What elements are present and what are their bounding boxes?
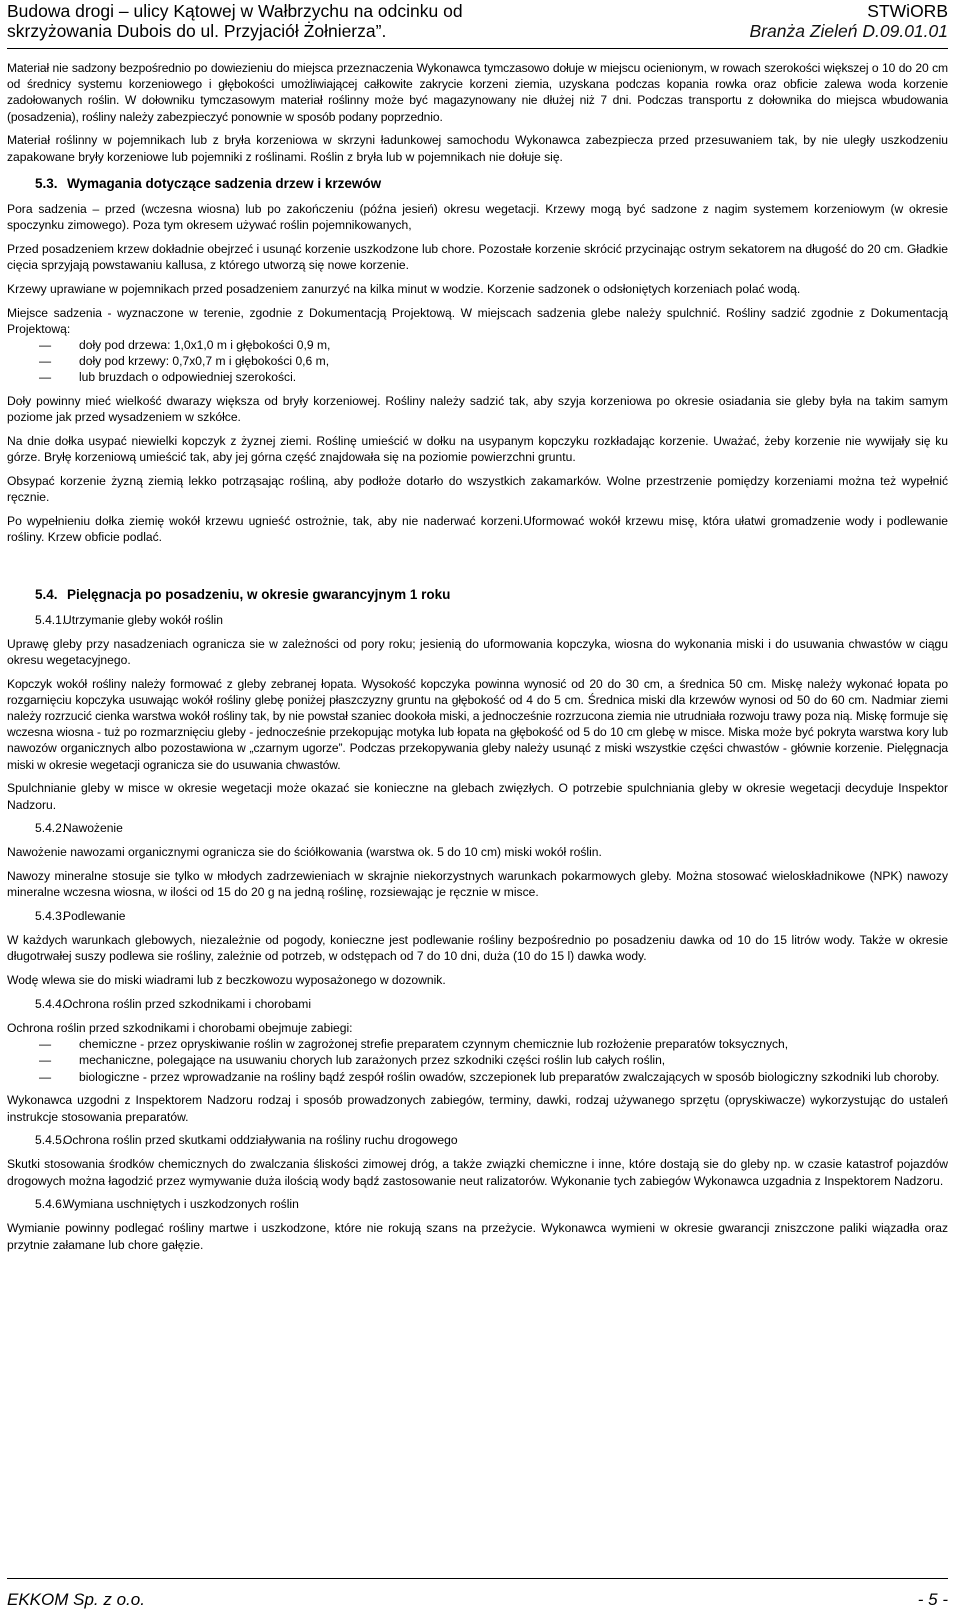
paragraph: Po wypełnieniu dołka ziemię wokół krzewu ugnieść ostrożnie, tak, aby nie naderwać korzeni.Uformować wokół krzewu misę, która ułatwi gromadzenie wody i podlewanie rośliny. Krzew obficie podlać. [7, 514, 948, 545]
dash-list [7, 1036, 948, 1085]
paragraph: Nawożenie nawozami organicznymi ogranicza sie do ściółkowania (warstwa ok. 5 do 10 cm) miski wokół roślin. [7, 845, 602, 860]
paragraph: Wykonawca uzgodni z Inspektorem Nadzoru rodzaj i sposób prowadzonych zabiegów, terminy, dawki, rodzaj używanego sprzętu (opryskiwacze) wykorzystując do ustaleń instrukcje stosowania preparatów. [7, 1093, 948, 1124]
header-branza: Branża Zieleń D.09.01.01 [749, 21, 948, 41]
subsection-heading [35, 908, 948, 924]
subsection-number: 5.4.2. [35, 821, 66, 836]
section-title: Pielęgnacja po posadzeniu, w okresie gwarancyjnym 1 roku [67, 586, 451, 602]
paragraph: Pora sadzenia – przed (wczesna wiosna) lub po zakończeniu (późna jesień) okresu wegetacji. Krzewy mogą być sadzone z nagim systemem korzeniowym (w okresie spoczynku zimowego). Poza tym okresem używać roślin pojemnikowanych, [7, 201, 948, 233]
subsection-number: 5.4.4. [35, 997, 66, 1012]
subsection-number: 5.4.1. [35, 612, 66, 627]
paragraph: Spulchnianie gleby w misce w okresie wegetacji może okazać sie konieczne na glebach zwięzłych. O potrzebie spulchniania gleby w okresie wegetacji decyduje Inspektor Nadzoru. [7, 781, 948, 812]
paragraph: Materiał roślinny w pojemnikach lub z bryła korzeniowa w skrzyni ładunkowej samochodu Wykonawca zabezpiecza przed przesuwaniem tak, by nie uległy uszkodzeniu zapakowane bryły korzeniowe lub pojemniki z roślinami. Roślin z bryła lub w pojemnikach nie dołuje się. [7, 133, 948, 164]
subsection-heading [35, 820, 948, 836]
document-body [7, 60, 948, 1260]
subsection-heading [35, 1132, 948, 1148]
subsection-number: 5.4.3. [35, 909, 66, 924]
paragraph: Uprawę gleby przy nasadzeniach ogranicza sie w zależności od pory roku; jesienią do uformowania kopczyka, wiosna do wykonania miski i do usuwania chwastów w ciągu okresu wegetacyjnego. [7, 636, 948, 667]
section-number: 5.3. [35, 175, 58, 191]
section-heading-5-3 [35, 175, 948, 192]
subsection-heading [35, 1196, 948, 1212]
paragraph: Wymianie powinny podlegać rośliny martwe i uszkodzone, które nie rokują szans na przeżycie. Wykonawca wymieni w okresie gwarancji zniszczone paliki wiązadła oraz przytnie załamane lub chore gałęzie. [7, 1221, 948, 1252]
list-item: — biologiczne - przez wprowadzanie na rośliny bądź zespół roślin owadów, szczepionek lub preparatów zwalczających w sposób biologiczny szkodniki lub choroby. [7, 1069, 948, 1085]
paragraph: Kopczyk wokół rośliny należy formować z gleby zebranej łopata. Wysokość kopczyka powinna wynosić od 20 do 30 cm, a średnica 50 cm. Miskę należy wykonać łopata po rozgarnięciu kopczyka usuwając wokół rośliny glebę poniżej płaszczyzny gruntu na głębokość od 4 do 5 cm. Średnica miski dla krzewów wynosi od 50 do 60 cm. Nadmiar ziemi należy rozrzucić cienka warstwa wokół rośliny tak, by nie powstał szaniec dookoła miski, a jednocześnie rozrzucona ziemia nie utrudniała rozwoju trawy poza nią. Miskę formuje się wczesna wiosna - tuż po rozmarznięciu gleby - jednocześnie przekopując motyka lub łopata na głębokość od 5 do 10 cm glebę w misce. Miska może być pokryta warstwa kory lub nawozów organicznych albo pozostawiona w „czarnym ugorze”. Podczas przekopywania gleby należy usunąć z miski wszystkie części chwastów - głównie korzenie. Pielęgnacja miski w okresie wegetacji ogranicza sie do usuwania chwastów. [7, 676, 948, 772]
paragraph: Wodę wlewa sie do miski wiadrami lub z beczkowozu wyposażonego w dozownik. [7, 973, 446, 988]
footer-company: EKKOM Sp. z o.o. [7, 1590, 145, 1609]
subsection-title: Podlewanie [63, 909, 126, 924]
list-item: — doły pod krzewy: 0,7x0,7 m i głębokości 0,6 m, [7, 353, 948, 369]
subsection-title: Ochrona roślin przed szkodnikami i chorobami [63, 997, 312, 1012]
list-item: — lub bruzdach o odpowiedniej szerokości. [7, 369, 948, 385]
subsection-number: 5.4.5. [35, 1133, 66, 1148]
paragraph: Materiał nie sadzony bezpośrednio po dowiezieniu do miejsca przeznaczenia Wykonawca tymczasowo dołuje w miejscu ocienionym, w rowach szerokości większej o 10 do 20 cm od średnicy systemu korzeniowego i głębokości umożliwiającej całkowite zakrycie korzeni ziemia, uzyskana podczas kopania rowka oraz obficie zalewa woda korzenie zadołowanych roślin. W dołowniku tymczasowym materiał roślinny może być magazynowany nie dłużej niż 7 dni. Podczas transportu z dołownika do miejsca wbudowania (posadzenia), rośliny należy zabezpieczyć ponownie w sposób podany poprzednio. [7, 61, 948, 124]
paragraph: Skutki stosowania środków chemicznych do zwalczania śliskości zimowej dróg, a także związki chemiczne i inne, które dostają sie do gleby np. w czasie katastrof pojazdów drogowych można łagodzić przez wymywanie duża ilością wody bądź zastosowanie neut ralizatorów. Wykonanie tych zabiegów Wykonawca uzgadnia z Inspektorem Nadzoru. [7, 1157, 948, 1188]
subsection-title: Wymiana uschniętych i uszkodzonych roślin [63, 1197, 299, 1212]
page-number: - 5 - [917, 1590, 948, 1609]
section-number: 5.4. [35, 586, 58, 602]
page-header [7, 0, 948, 49]
header-code: STWiORB [867, 1, 948, 21]
subsection-title: Ochrona roślin przed skutkami oddziaływania na rośliny ruchu drogowego [63, 1133, 458, 1148]
section-heading-5-4 [35, 586, 948, 603]
paragraph: Przed posadzeniem krzew dokładnie obejrzeć i usunąć korzenie uszkodzone lub chore. Pozostałe korzenie skrócić przycinając ostrym sekatorem na długość do 20 cm. Gładkie cięcia sprzyjają powstawaniu kallusa, z którego utworzą się nowe korzenie. [7, 241, 948, 273]
paragraph: Doły powinny mieć wielkość dwarazy większa od bryły korzeniowej. Rośliny należy sadzić tak, aby szyja korzeniowa po okresie osiadania sie gleby była na takim samym poziome jak przed wysadzeniem w szkółce. [7, 394, 948, 425]
dash-list [7, 337, 948, 386]
paragraph: Miejsce sadzenia - wyznaczone w terenie, zgodnie z Dokumentacją Projektową. W miejscach sadzenia glebe należy spulchnić. Rośliny sadzić zgodnie z Dokumentacją Projektową: [7, 305, 948, 336]
page-footer [7, 1578, 948, 1619]
list-item: — doły pod drzewa: 1,0x1,0 m i głębokości 0,9 m, [7, 337, 948, 353]
subsection-title: Utrzymanie gleby wokół roślin [63, 612, 223, 627]
list-item: — chemiczne - przez opryskiwanie roślin w zagrożonej strefie preparatem czynnym chemicznie lub rozłożenie preparatów toksycznych, [7, 1036, 948, 1052]
subsection-heading [35, 612, 948, 628]
subsection-heading [35, 996, 948, 1012]
section-title: Wymagania dotyczące sadzenia drzew i krzewów [67, 175, 382, 191]
paragraph: Na dnie dołka usypać niewielki kopczyk z żyznej ziemi. Roślinę umieścić w dołku na usypanym kopczyku rozkładając korzenie. Uważać, żeby korzenie nie wywijały się ku górze. Bryłę korzeniową umieścić tak, aby jej górna część znajdowała się na poziomie powierzchni gruntu. [7, 434, 948, 465]
paragraph: Obsypać korzenie żyzną ziemią lekko potrząsając rośliną, aby podłoże dotarło do wszystkich zakamarków. Wolne przestrzenie pomiędzy korzeniami można też wypełnić ręcznie. [7, 474, 948, 505]
list-item: — mechaniczne, polegające na usuwaniu chorych lub zarażonych przez szkodniki części roślin lub całych roślin, [7, 1052, 948, 1068]
header-spec [750, 1, 948, 41]
paragraph: Krzewy uprawiane w pojemnikach przed posadzeniem zanurzyć na kilka minut w wodzie. Korzenie sadzonek o odsłoniętych korzeniach polać wodą. [7, 281, 801, 296]
paragraph: Ochrona roślin przed szkodnikami i chorobami obejmuje zabiegi: [7, 1021, 353, 1036]
subsection-title: Nawożenie [63, 821, 123, 836]
subsection-number: 5.4.6. [35, 1197, 66, 1212]
header-title-line2: skrzyżowania Dubois do ul. Przyjaciół Żołnierza”. [7, 21, 387, 41]
paragraph: Nawozy mineralne stosuje sie tylko w młodych zadrzewieniach w skrajnie niekorzystnych warunkach pokarmowych gleby. Można stosować wieloskładnikowe (NPK) nawozy mineralne wczesna wiosna, w ilości od 15 do 20 g na jedną roślinę, rozsiewając je ręcznie w misce. [7, 869, 948, 900]
header-title [7, 1, 463, 41]
header-title-line1: Budowa drogi – ulicy Kątowej w Wałbrzychu na odcinku od [7, 1, 463, 21]
paragraph: W każdych warunkach glebowych, niezależnie od pogody, konieczne jest podlewanie rośliny bezpośrednio po posadzeniu dawka od 10 do 15 litrów wody. Także w okresie długotrwałej suszy podlewa sie rośliny, zależnie od potrzeb, w odstępach od 7 do 10 dni, duża (10 do 15 l) dawka wody. [7, 933, 948, 964]
